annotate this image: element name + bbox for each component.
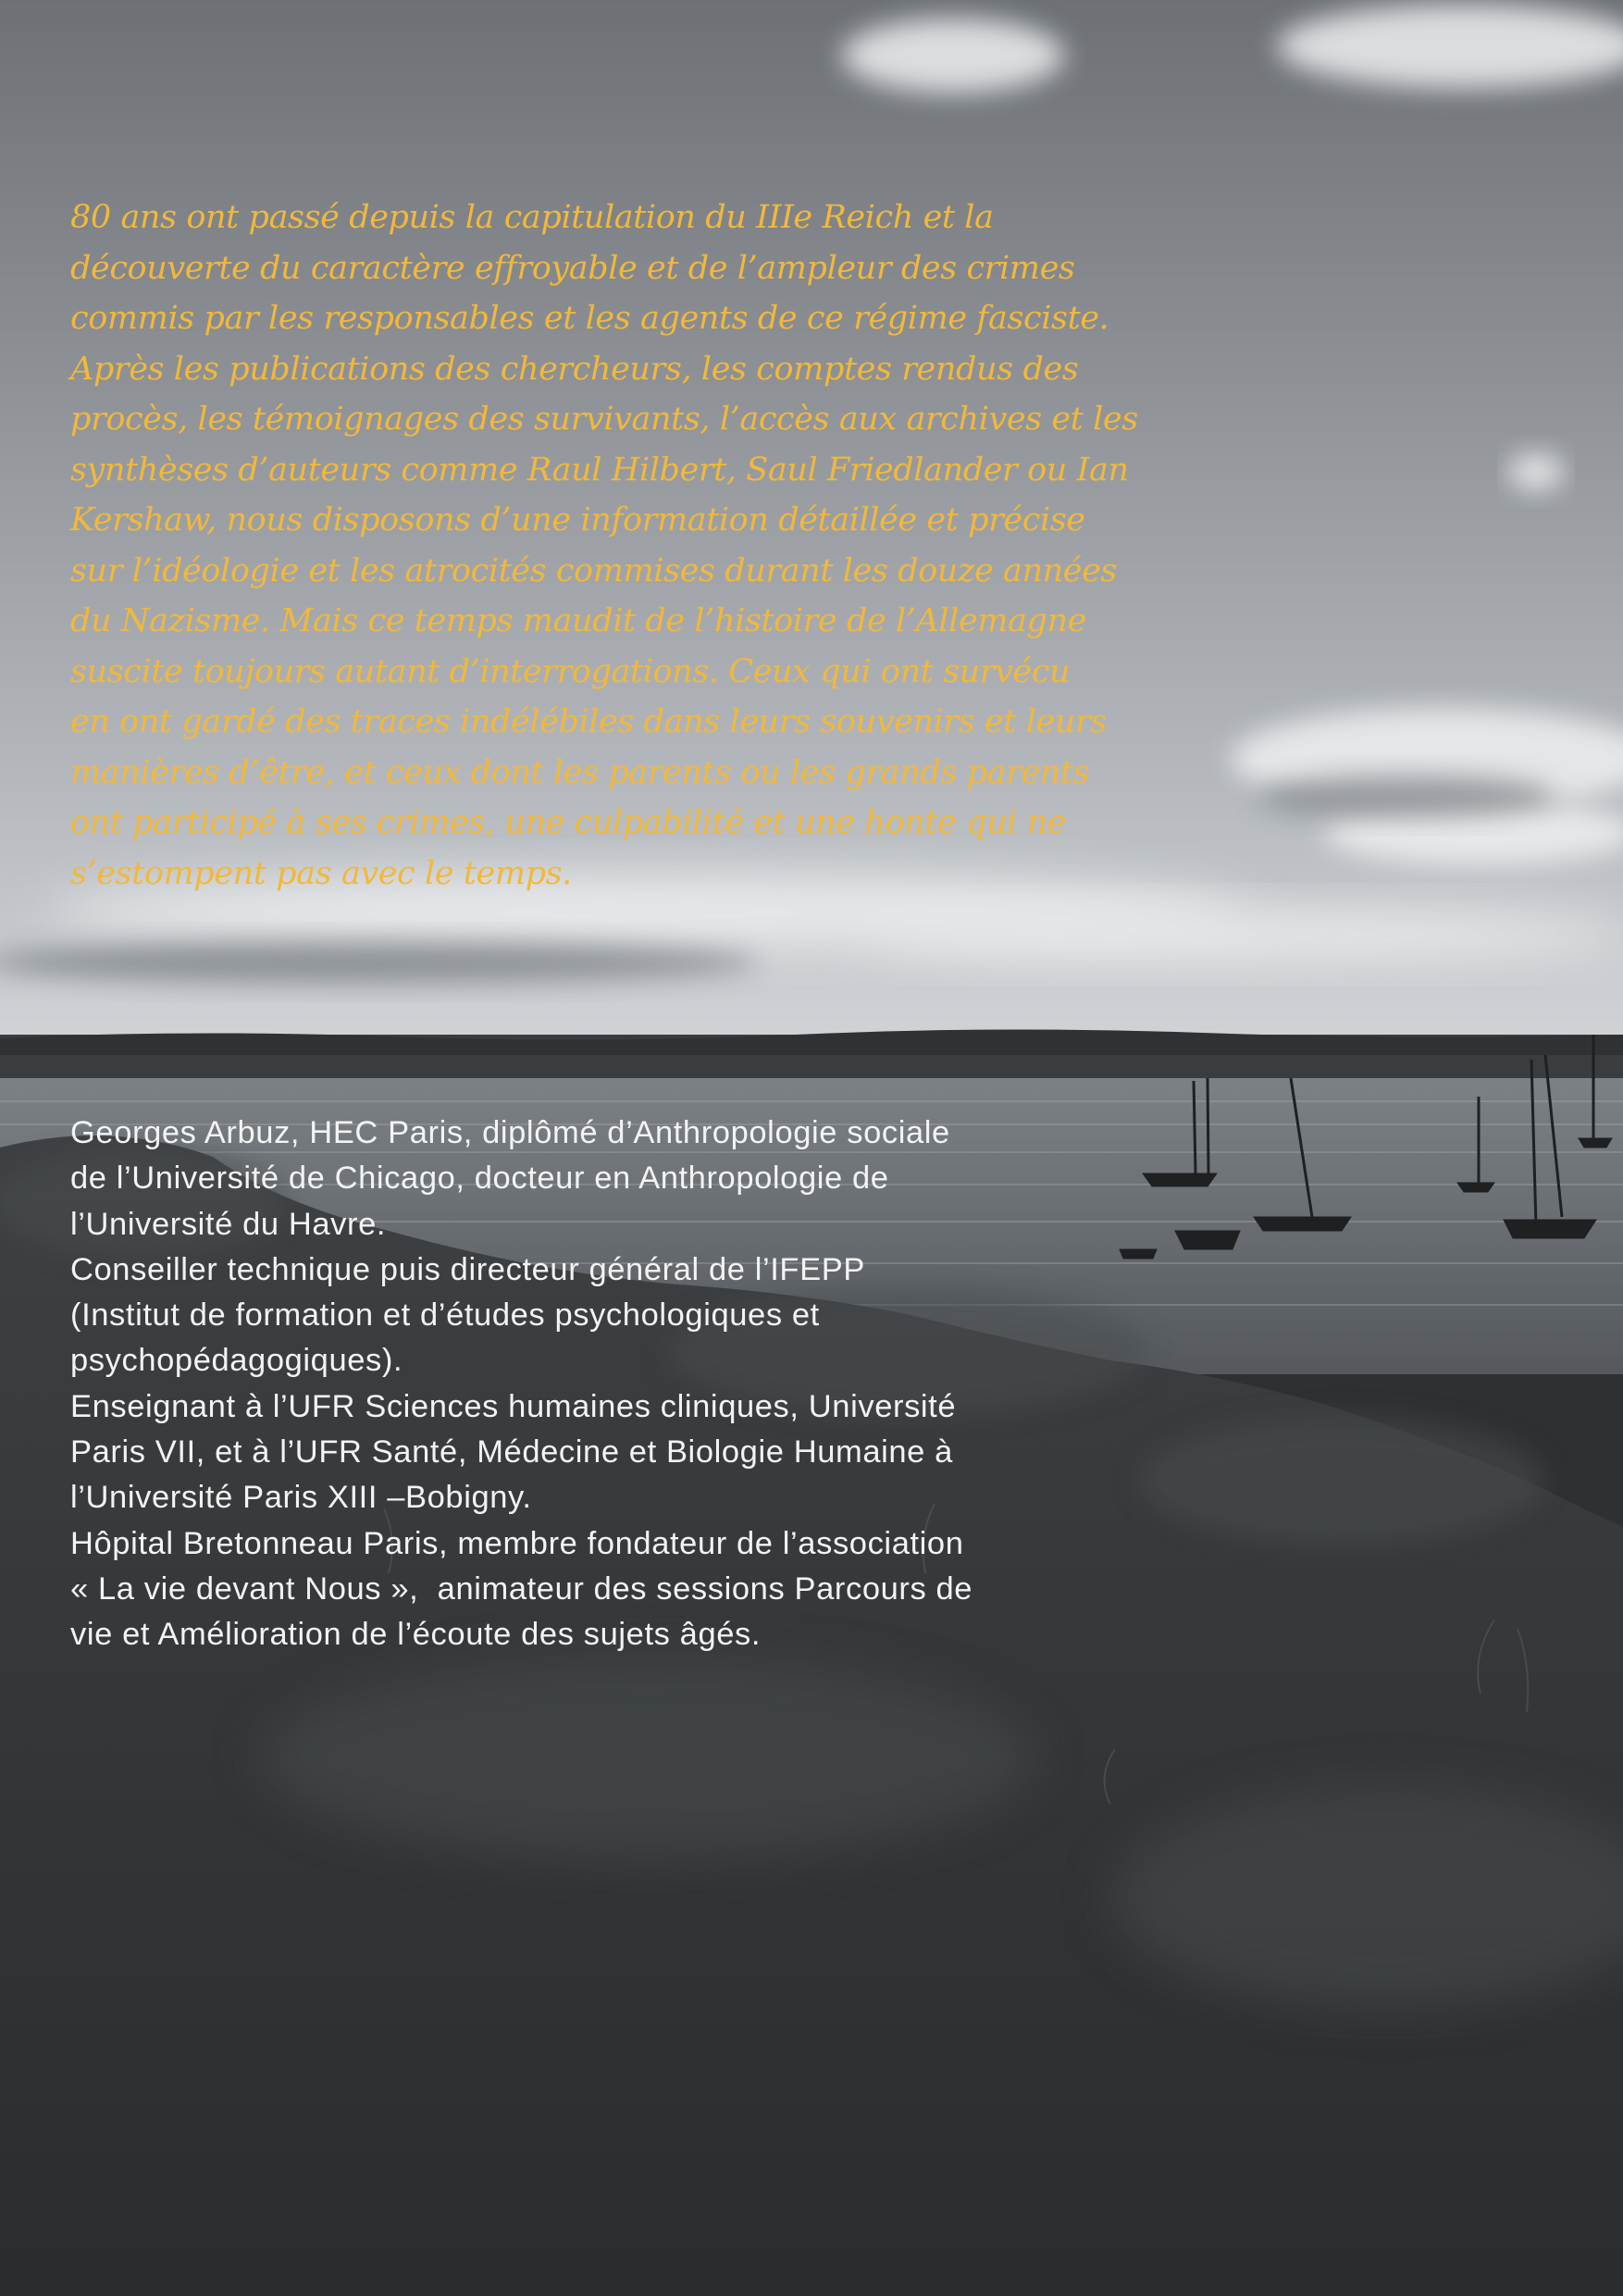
blurb-line: manières d’être, et ceux dont les parents ou les grands parents [70, 753, 1090, 791]
bio-line: Conseiller technique puis directeur général de l’IFEPP [70, 1251, 865, 1287]
bio-line: Paris VII, et à l’UFR Santé, Médecine et Biologie Humaine à [70, 1434, 953, 1471]
blurb-line: suscite toujours autant d’interrogations. Ceux qui ont survécu [70, 652, 1071, 690]
bio-line: Georges Arbuz, HEC Paris, diplômé d’Anthropologie sociale [70, 1115, 950, 1150]
bio-line: « La vie devant Nous », animateur des sessions Parcours de [70, 1570, 973, 1607]
blurb-line: procès, les témoignages des survivants, l’accès aux archives et les [70, 401, 1138, 438]
blurb-line: du Nazisme. Mais ce temps maudit de l’histoire de l’Allemagne [70, 602, 1086, 639]
bio-line: de l’Université de Chicago, docteur en Anthropologie de [70, 1160, 889, 1197]
bio-line: Enseignant à l’UFR Sciences humaines cliniques, Université [70, 1388, 957, 1424]
blurb-line: commis par les responsables et les agents de ce régime fasciste. [70, 300, 1109, 337]
blurb-line: Après les publications des chercheurs, les comptes rendus des [70, 350, 1079, 388]
blurb-line: 80 ans ont passé depuis la capitulation du IIIe Reich et la [70, 199, 994, 236]
blurb-line: ont participé à ses crimes, une culpabilité et une honte qui ne [70, 804, 1067, 841]
bio-line: Hôpital Bretonneau Paris, membre fondateur de l’association [70, 1525, 964, 1561]
blurb-line: s’estompent pas avec le temps. [70, 854, 572, 892]
bio-line: l’Université Paris XIII –Bobigny. [70, 1480, 532, 1516]
blurb-line: Kershaw, nous disposons d’une information détaillée et précise [70, 502, 1085, 539]
author-biography [70, 1111, 1273, 1658]
blurb-line: en ont gardé des traces indélébiles dans leurs souvenirs et leurs [70, 703, 1107, 740]
back-cover-blurb [70, 192, 1264, 899]
bio-line: psychopédagogiques). [70, 1343, 403, 1379]
blurb-line: découverte du caractère effroyable et de l’ampleur des crimes [70, 249, 1075, 287]
bio-line: vie et Amélioration de l’écoute des sujets âgés. [70, 1617, 762, 1653]
blurb-line: sur l’idéologie et les atrocités commises durant les douze années [70, 552, 1117, 590]
bio-line: l’Université du Havre. [70, 1206, 387, 1242]
blurb-line: synthèses d’auteurs comme Raul Hilbert, Saul Friedlander ou Ian [70, 451, 1129, 489]
bio-line: (Institut de formation et d’études psychologiques et [70, 1297, 820, 1334]
